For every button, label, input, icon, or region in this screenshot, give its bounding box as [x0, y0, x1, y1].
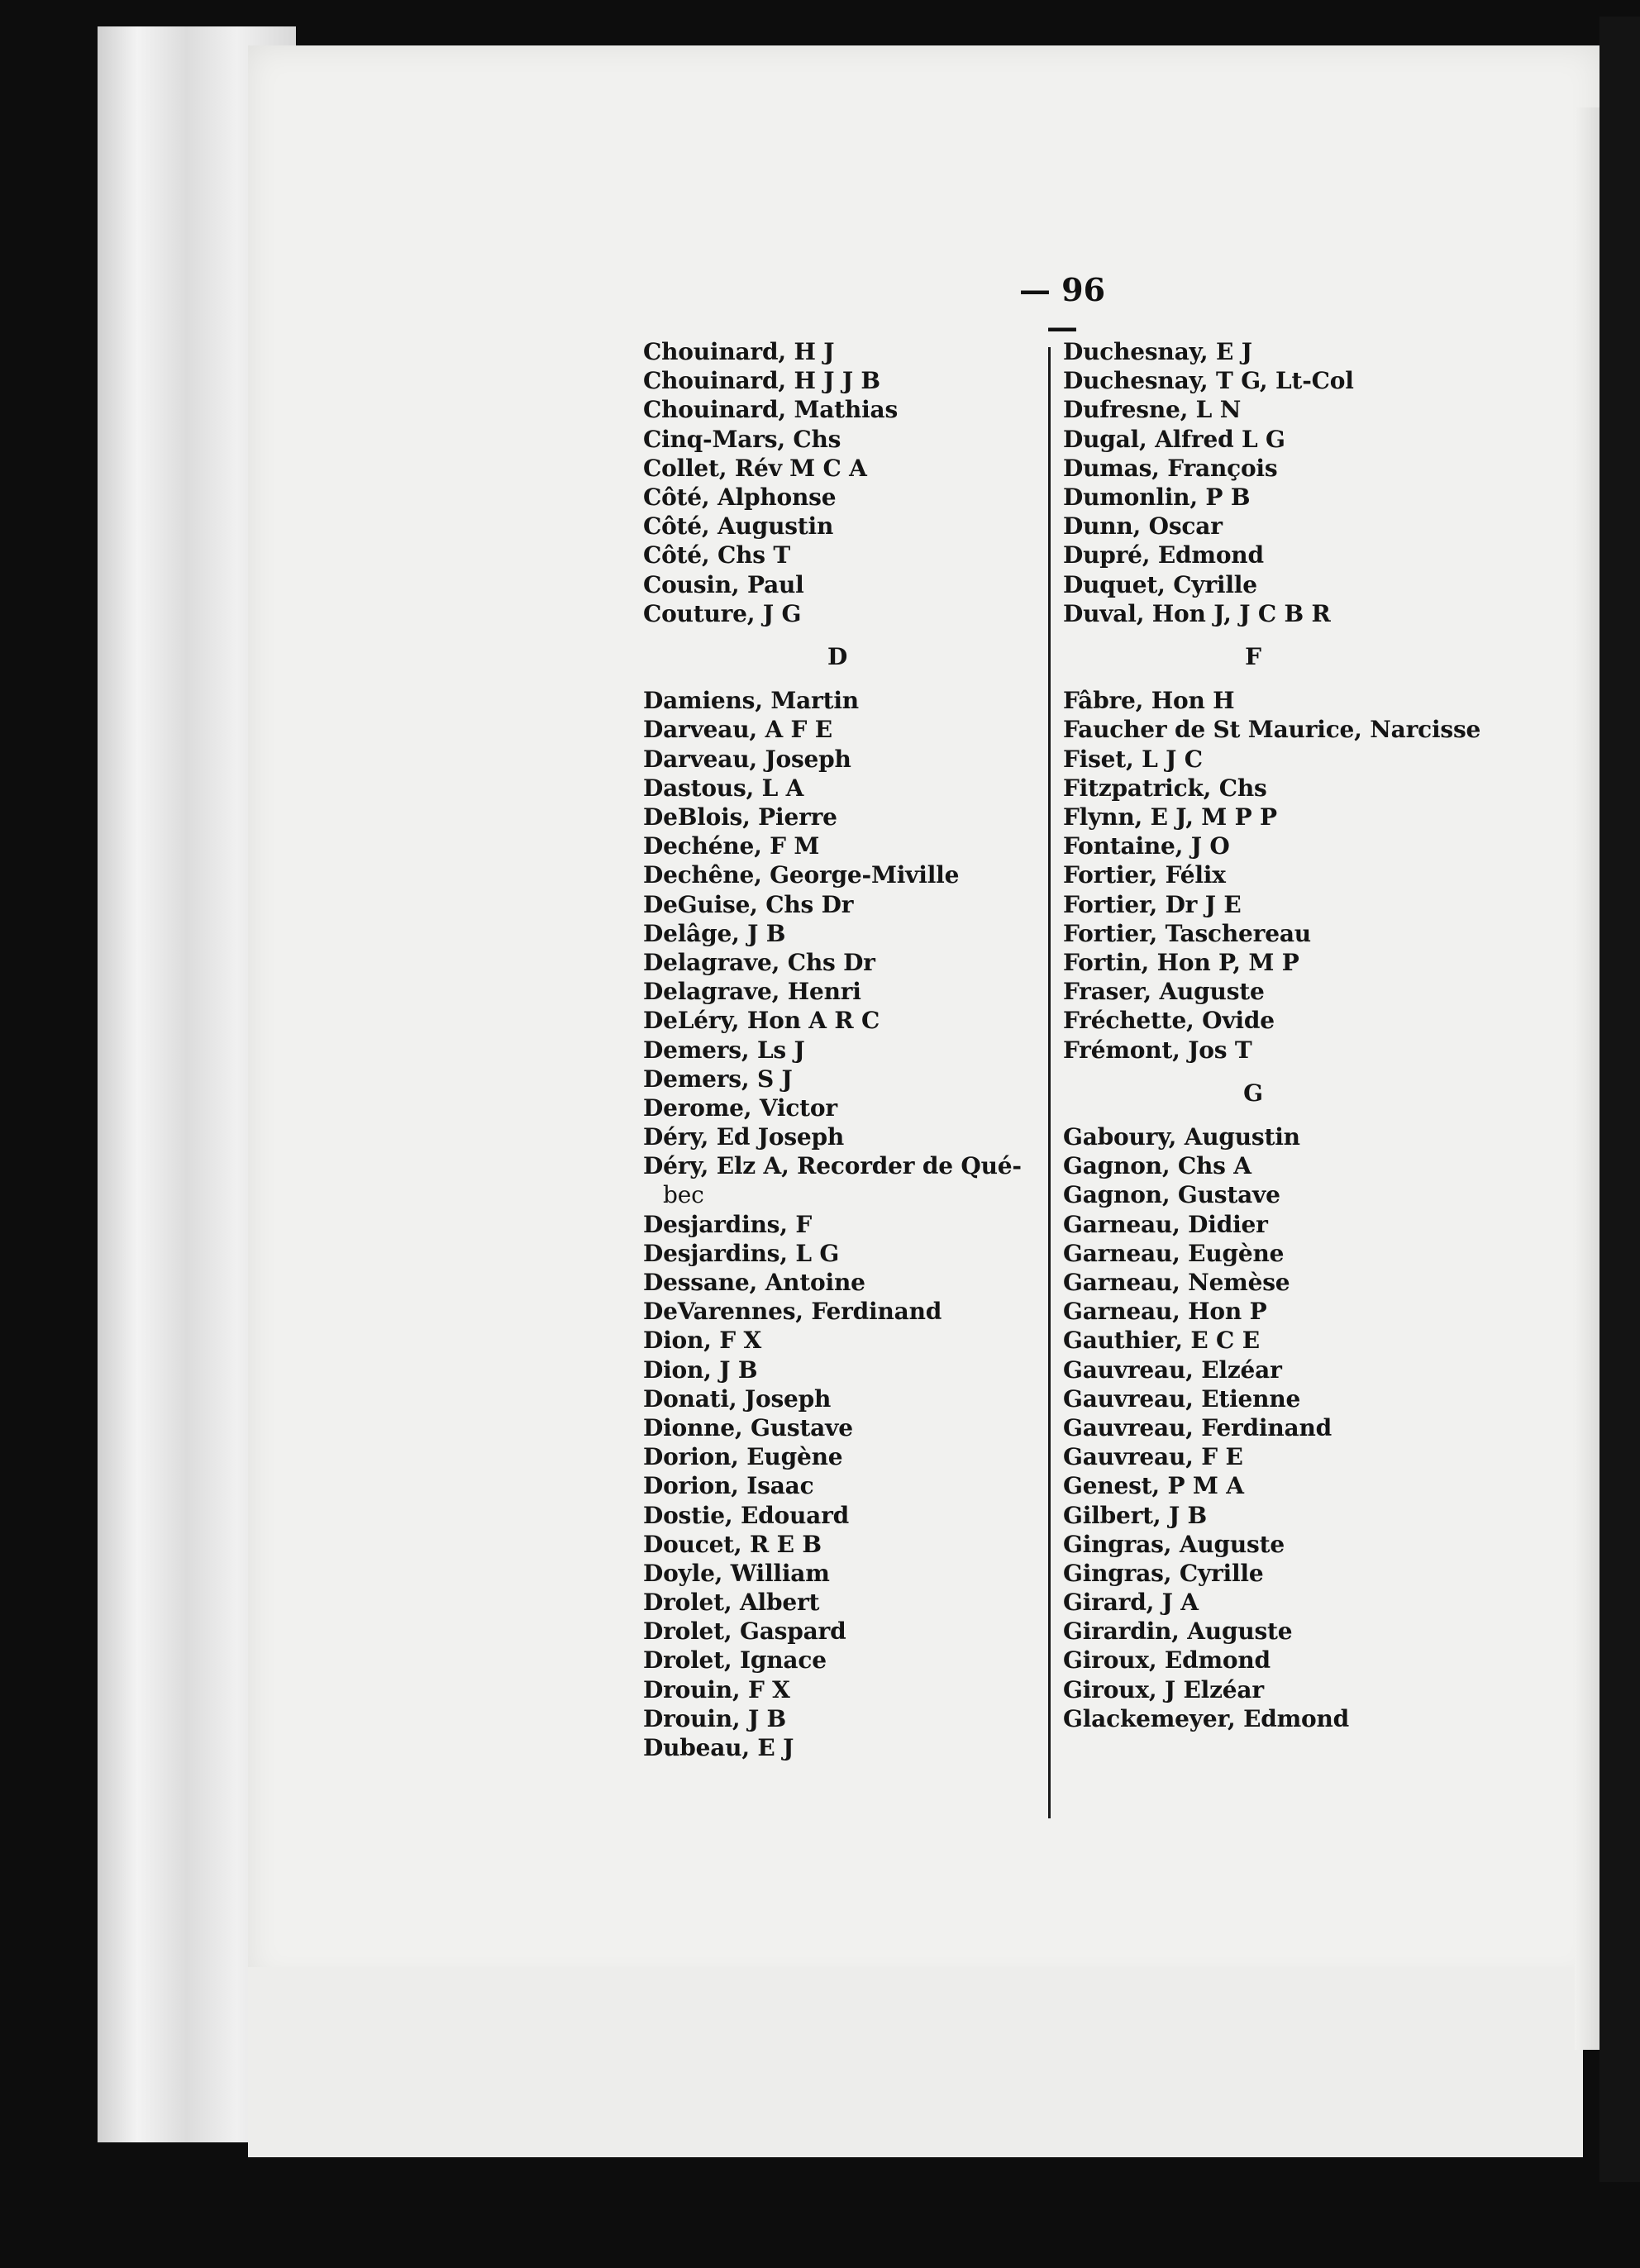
directory-entry: Desjardins, L G — [643, 1239, 840, 1267]
directory-entry: Drouin, F X — [643, 1675, 790, 1703]
directory-entry: Dastous, L A — [643, 774, 804, 802]
directory-entry: Darveau, Joseph — [643, 745, 851, 773]
directory-entry: Fréchette, Ovide — [1063, 1007, 1275, 1035]
directory-entry: Flynn, E J, M P P — [1063, 803, 1277, 831]
directory-entry: Fortier, Dr J E — [1063, 890, 1242, 918]
directory-entry: Gauthier, E C E — [1063, 1327, 1260, 1355]
directory-entry: Dubeau, E J — [643, 1734, 794, 1762]
book-page-bottom — [248, 1967, 1583, 2157]
directory-entry: Cousin, Paul — [643, 570, 804, 598]
directory-entry: Giroux, Edmond — [1063, 1646, 1271, 1675]
directory-entry: Drolet, Ignace — [643, 1646, 827, 1675]
directory-entry: Gauvreau, F E — [1063, 1443, 1243, 1471]
directory-entry: Fâbre, Hon H — [1063, 687, 1235, 715]
directory-entry: Dumas, François — [1063, 454, 1278, 482]
directory-entry: Damiens, Martin — [643, 687, 859, 715]
directory-entry: Chouinard, H J — [643, 338, 835, 365]
directory-entry: Dugal, Alfred L G — [1063, 425, 1285, 453]
entry-continuation: bec — [663, 1181, 704, 1209]
right-entries-g — [1063, 1122, 1443, 1733]
directory-entry: Drouin, J B — [643, 1704, 787, 1732]
directory-entry: Gauvreau, Elzéar — [1063, 1356, 1282, 1384]
directory-entry: Dufresne, L N — [1063, 396, 1242, 424]
directory-entry: Glackemeyer, Edmond — [1063, 1704, 1350, 1732]
directory-entry: Drolet, Albert — [643, 1589, 820, 1617]
directory-entry: Fortier, Taschereau — [1063, 919, 1311, 947]
directory-entry: Gagnon, Gustave — [1063, 1181, 1280, 1209]
directory-entry: Fiset, L J C — [1063, 745, 1203, 773]
directory-entry: Dessane, Antoine — [643, 1269, 865, 1297]
directory-entry: DeLéry, Hon A R C — [643, 1007, 880, 1035]
directory-entry: Garneau, Eugène — [1063, 1239, 1285, 1267]
directory-entry: Fortin, Hon P, M P — [1063, 948, 1299, 976]
directory-entry: Demers, Ls J — [643, 1036, 805, 1064]
left-entries-c — [643, 337, 1032, 628]
left-entries-d — [643, 686, 1032, 1180]
directory-entry: Dumonlin, P B — [1063, 483, 1251, 511]
directory-entry: Fortier, Félix — [1063, 861, 1226, 889]
directory-entry: Côté, Chs T — [643, 541, 790, 569]
right-entries-d — [1063, 337, 1443, 628]
directory-entry: Chouinard, H J J B — [643, 367, 880, 395]
directory-entry: Gagnon, Chs A — [1063, 1152, 1251, 1180]
directory-entry: Gauvreau, Etienne — [1063, 1384, 1301, 1413]
directory-entry: Girard, J A — [1063, 1589, 1199, 1617]
directory-entry: Desjardins, F — [643, 1210, 812, 1238]
directory-entry: Delagrave, Henri — [643, 978, 861, 1006]
directory-entry: Côté, Augustin — [643, 512, 834, 541]
directory-entry: Fontaine, J O — [1063, 832, 1230, 860]
directory-entry: DeGuise, Chs Dr — [643, 890, 854, 918]
directory-entry: Dechêne, George-Miville — [643, 861, 960, 889]
directory-entry: Déry, Ed Joseph — [643, 1123, 845, 1151]
directory-entry: Dion, F X — [643, 1327, 761, 1355]
directory-entry: Déry, Elz A, Recorder de Qué- — [643, 1152, 1022, 1180]
directory-entry: Cinq-Mars, Chs — [643, 425, 841, 453]
directory-entry: Duchesnay, T G, Lt-Col — [1063, 367, 1354, 395]
directory-entry: Girardin, Auguste — [1063, 1618, 1293, 1646]
section-heading-d: D — [827, 642, 848, 670]
directory-entry: Dionne, Gustave — [643, 1413, 853, 1441]
directory-entry: Donati, Joseph — [643, 1384, 832, 1413]
directory-entry: Gauvreau, Ferdinand — [1063, 1413, 1332, 1441]
section-heading-f: F — [1245, 642, 1261, 670]
directory-entry: Chouinard, Mathias — [643, 396, 899, 424]
right-column — [1063, 337, 1481, 1733]
directory-entry: Gilbert, J B — [1063, 1501, 1208, 1529]
directory-entry: Duval, Hon J, J C B R — [1063, 599, 1331, 627]
directory-entry: Dion, J B — [643, 1356, 758, 1384]
directory-entry: Genest, P M A — [1063, 1472, 1244, 1500]
directory-entry: Côté, Alphonse — [643, 483, 837, 511]
directory-entry: Drolet, Gaspard — [643, 1618, 846, 1646]
left-entries-d-continued — [643, 1210, 1032, 1763]
directory-entry: Garneau, Hon P — [1063, 1298, 1267, 1326]
right-entries-f — [1063, 686, 1481, 1064]
directory-entry: Faucher de St Maurice, Narcisse — [1063, 716, 1481, 744]
directory-entry: Garneau, Nemèse — [1063, 1269, 1290, 1297]
directory-entry: Gingras, Cyrille — [1063, 1559, 1264, 1587]
directory-entry: Fraser, Auguste — [1063, 978, 1265, 1006]
directory-entry: Doucet, R E B — [643, 1530, 822, 1558]
directory-entry: Dorion, Isaac — [643, 1472, 814, 1500]
directory-entry: Garneau, Didier — [1063, 1210, 1268, 1238]
directory-entry: DeBlois, Pierre — [643, 803, 837, 831]
directory-entry: Dorion, Eugène — [643, 1443, 843, 1471]
section-heading-g: G — [1243, 1079, 1263, 1107]
page-right-edge — [1575, 107, 1599, 2050]
directory-entry: Dupré, Edmond — [1063, 541, 1264, 569]
directory-entry: Delâge, J B — [643, 919, 786, 947]
directory-entry: Giroux, J Elzéar — [1063, 1675, 1264, 1703]
directory-entry: Dostie, Edouard — [643, 1501, 850, 1529]
scan-border — [1599, 17, 1640, 2182]
directory-entry: Darveau, A F E — [643, 716, 832, 744]
directory-entry: DeVarennes, Ferdinand — [643, 1298, 942, 1326]
directory-entry: Duquet, Cyrille — [1063, 570, 1257, 598]
page-number: — 96 — — [1018, 271, 1106, 345]
column-divider — [1048, 347, 1051, 1818]
directory-entry: Frémont, Jos T — [1063, 1036, 1252, 1064]
directory-entry: Demers, S J — [643, 1065, 793, 1093]
directory-entry: Dechéne, F M — [643, 832, 820, 860]
directory-entry: Collet, Rév M C A — [643, 454, 867, 482]
directory-entry: Delagrave, Chs Dr — [643, 948, 875, 976]
directory-entry: Gingras, Auguste — [1063, 1530, 1285, 1558]
directory-entry: Gaboury, Augustin — [1063, 1123, 1300, 1151]
directory-entry: Fitzpatrick, Chs — [1063, 774, 1267, 802]
directory-entry: Duchesnay, E J — [1063, 338, 1252, 365]
directory-entry: Dunn, Oscar — [1063, 512, 1223, 541]
directory-entry: Couture, J G — [643, 599, 802, 627]
directory-entry: Derome, Victor — [643, 1094, 837, 1122]
left-column — [643, 337, 1032, 1762]
directory-entry: Doyle, William — [643, 1559, 830, 1587]
